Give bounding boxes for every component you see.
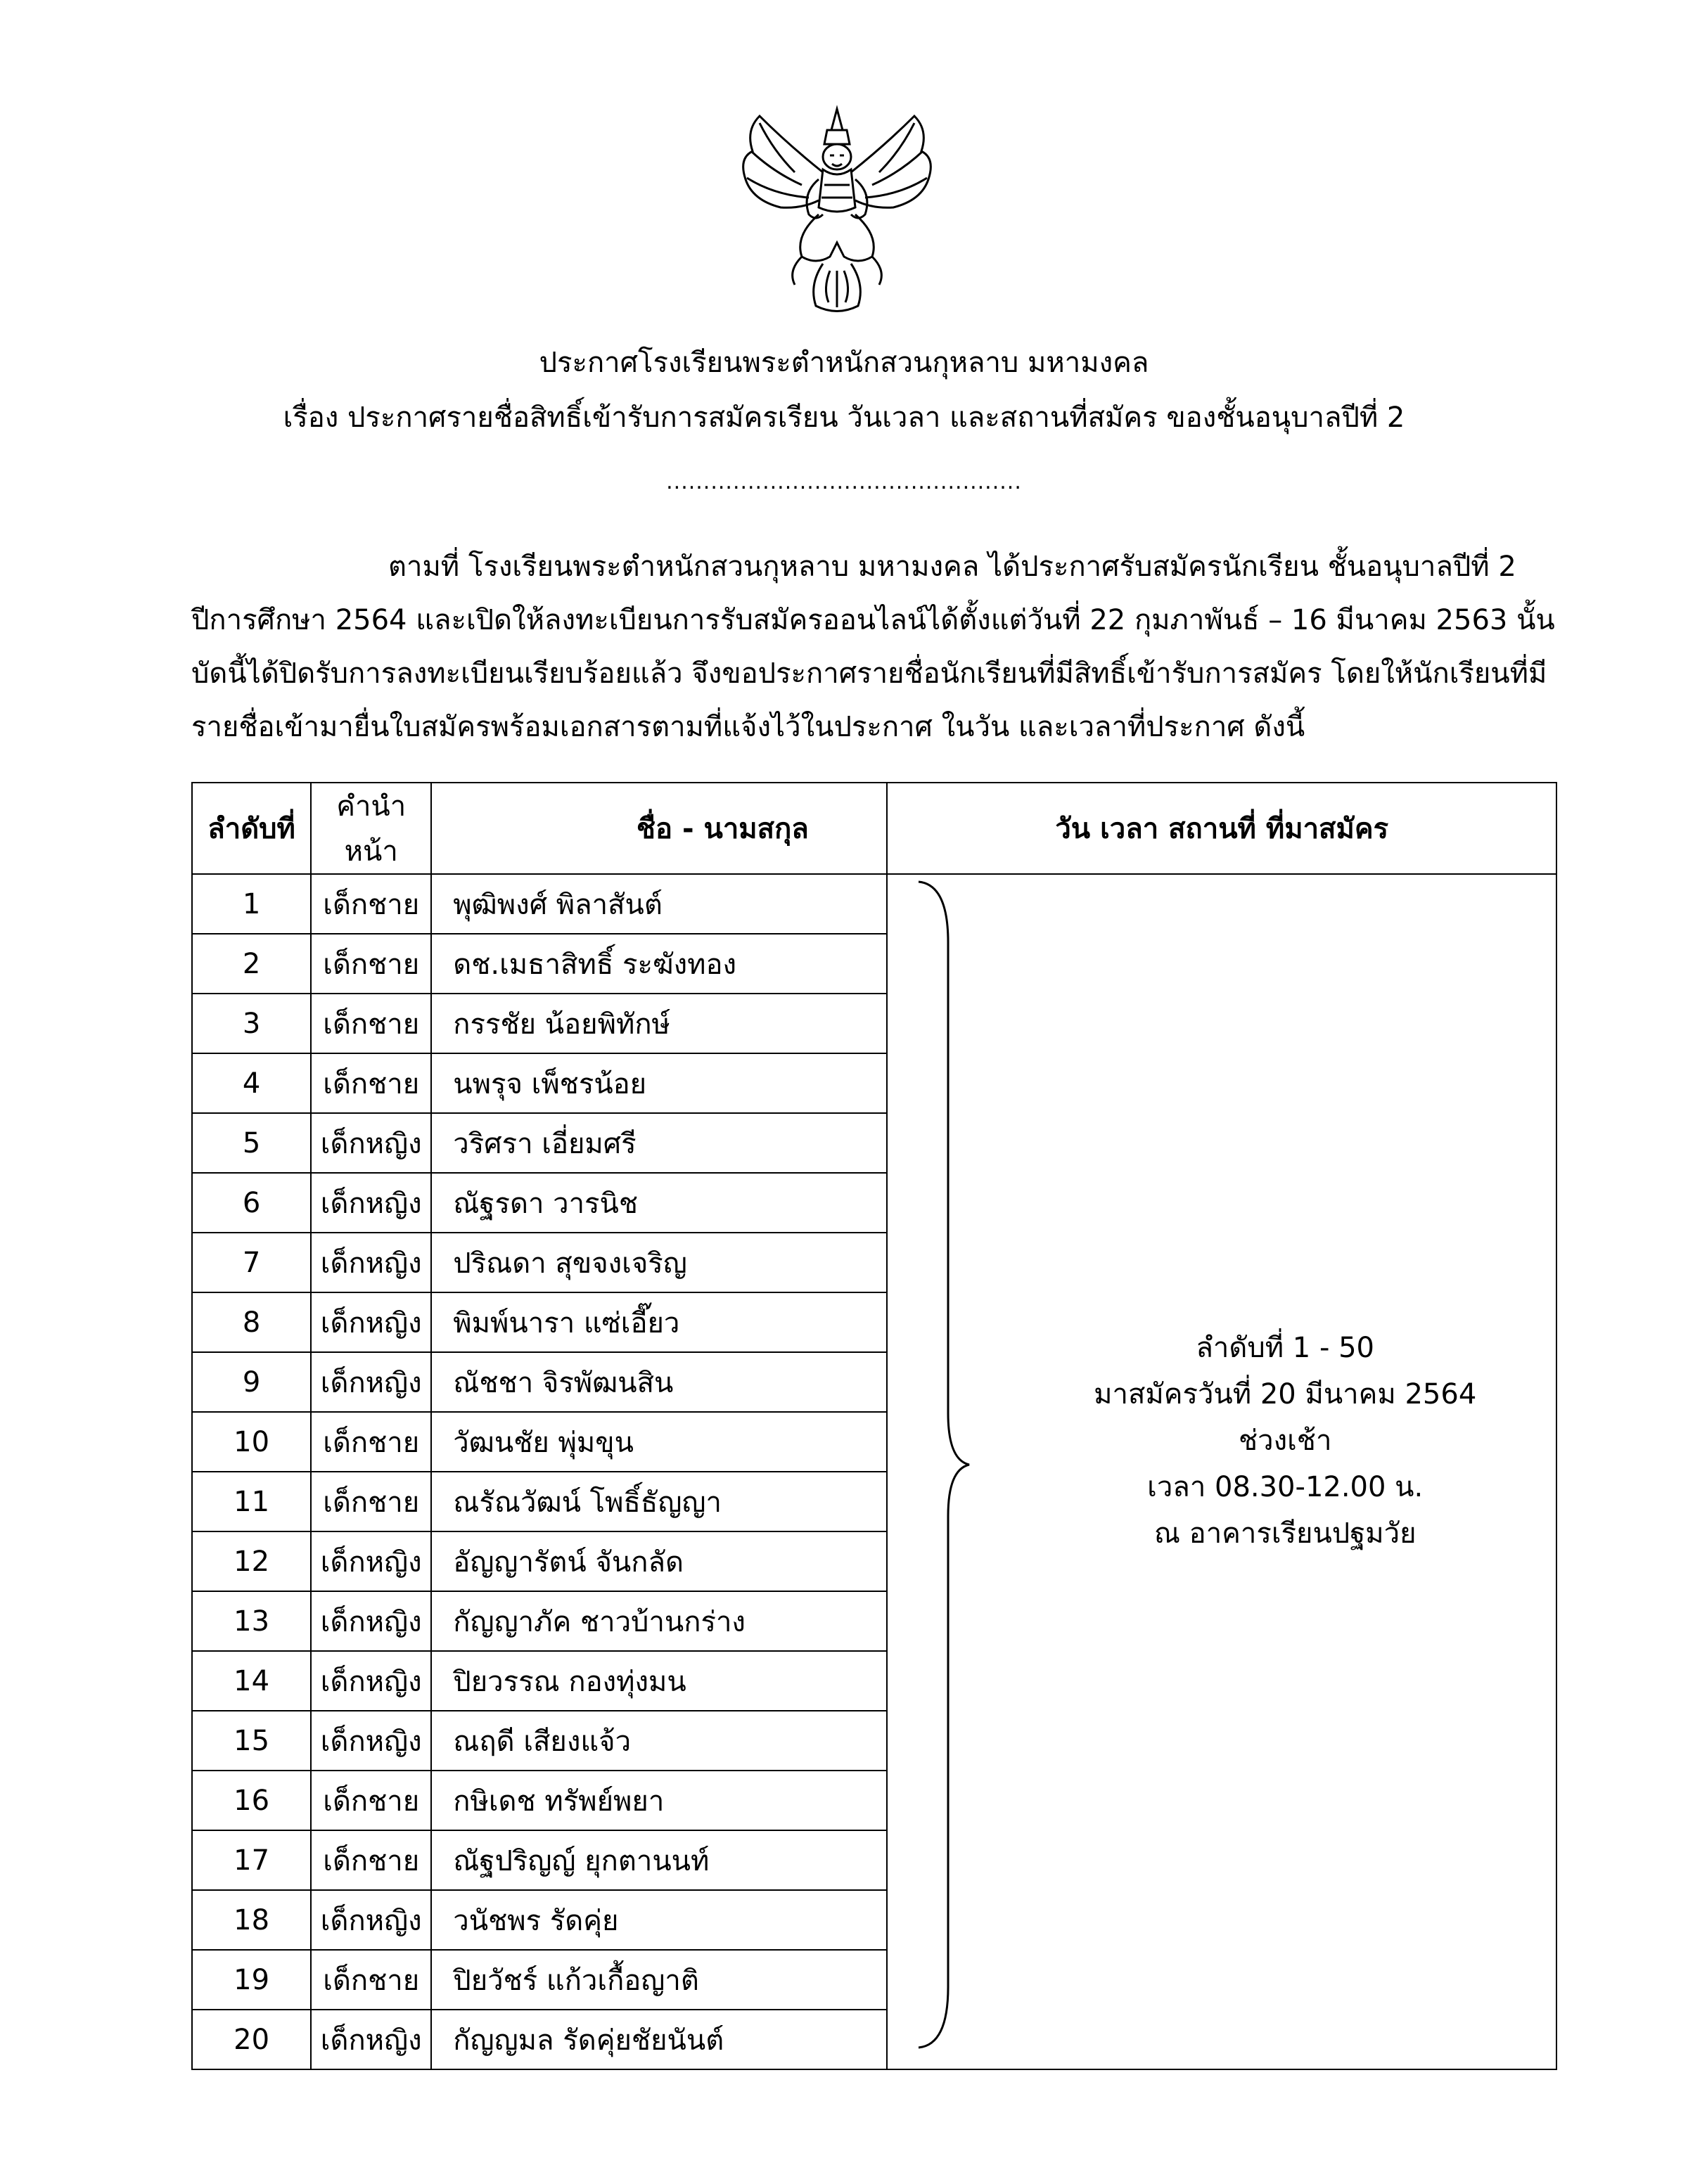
row-name: ดช.เมธาสิทธิ์ ระฆังทอง <box>431 934 887 994</box>
row-number: 13 <box>192 1591 311 1651</box>
header-name <box>431 783 887 874</box>
header-prefix: คำนำหน้า <box>311 783 431 874</box>
row-name: วนัชพร รัดคุ่ย <box>431 1890 887 1950</box>
row-number: 1 <box>192 874 311 934</box>
schedule-details <box>1021 1325 1549 1557</box>
row-prefix: เด็กหญิง <box>311 1352 431 1412</box>
table-row <box>192 874 1556 934</box>
row-prefix: เด็กหญิง <box>311 1591 431 1651</box>
row-name: ณฤดี เสียงแจ้ว <box>431 1711 887 1771</box>
row-name: กษิเดช ทรัพย์พยา <box>431 1771 887 1830</box>
schedule-time: เวลา 08.30-12.00 น. <box>1147 1471 1424 1503</box>
row-prefix: เด็กชาย <box>311 1830 431 1890</box>
row-name: นพรุจ เพ็ชรน้อย <box>431 1053 887 1113</box>
row-name: กัญญาภัค ชาวบ้านกร่าง <box>431 1591 887 1651</box>
row-number: 9 <box>192 1352 311 1412</box>
row-name: ปิยวรรณ กองทุ่งมน <box>431 1651 887 1711</box>
brace-icon <box>916 879 972 2050</box>
announcement-title: ประกาศโรงเรียนพระตำหนักสวนกุหลาบ มหามงคล <box>539 347 1149 379</box>
row-name: วริศรา เอี่ยมศรี <box>431 1113 887 1173</box>
row-name: ณัฐปริญญ์ ยุกตานนท์ <box>431 1830 887 1890</box>
row-number: 3 <box>192 994 311 1053</box>
row-name: ปิยวัชร์ แก้วเกื้อญาติ <box>431 1950 887 2010</box>
row-prefix: เด็กหญิง <box>311 1531 431 1591</box>
row-number: 11 <box>192 1472 311 1531</box>
row-name: ณรัณวัฒน์ โพธิ์ธัญญา <box>431 1472 887 1531</box>
row-name: กัญญมล รัดคุ่ยชัยนันต์ <box>431 2010 887 2069</box>
body-line: รายชื่อเข้ามายื่นใบสมัครพร้อมเอกสารตามที่แจ้งไว้ในประกาศ ในวัน และเวลาที่ประกาศ ดังนี้ <box>191 711 1305 743</box>
row-name: พุฒิพงศ์ พิลาสันต์ <box>431 874 887 934</box>
row-prefix: เด็กหญิง <box>311 1113 431 1173</box>
row-prefix: เด็กหญิง <box>311 1292 431 1352</box>
row-name: พิมพ์นารา แซ่เอี๊ยว <box>431 1292 887 1352</box>
row-number: 15 <box>192 1711 311 1771</box>
row-number: 20 <box>192 2010 311 2069</box>
row-prefix: เด็กชาย <box>311 1950 431 2010</box>
row-prefix: เด็กหญิง <box>311 1173 431 1233</box>
body-line: ตามที่ โรงเรียนพระตำหนักสวนกุหลาบ มหามงคล ได้ประกาศรับสมัครนักเรียน ชั้นอนุบาลปีที่ 2 <box>388 551 1516 583</box>
row-name: ณัชชา จิรพัฒนสิน <box>431 1352 887 1412</box>
row-number: 8 <box>192 1292 311 1352</box>
row-name: วัฒนชัย พุ่มขุน <box>431 1412 887 1472</box>
row-name: กรรชัย น้อยพิทักษ์ <box>431 994 887 1053</box>
row-number: 16 <box>192 1771 311 1830</box>
body-line: บัดนี้ได้ปิดรับการลงทะเบียนเรียบร้อยแล้ว จึงขอประกาศรายชื่อนักเรียนที่มีสิทธิ์เข้ารับการสมัคร โดยให้นักเรียนที่มี <box>191 657 1547 690</box>
row-number: 17 <box>192 1830 311 1890</box>
row-number: 10 <box>192 1412 311 1472</box>
row-number: 2 <box>192 934 311 994</box>
row-name: ณัฐรดา วารนิช <box>431 1173 887 1233</box>
row-number: 12 <box>192 1531 311 1591</box>
row-prefix: เด็กหญิง <box>311 1890 431 1950</box>
schedule-range: ลำดับที่ 1 - 50 <box>1196 1332 1375 1364</box>
row-number: 14 <box>192 1651 311 1711</box>
row-prefix: เด็กชาย <box>311 1053 431 1113</box>
announcement-body <box>191 540 1555 754</box>
row-prefix: เด็กหญิง <box>311 2010 431 2069</box>
row-number: 7 <box>192 1233 311 1292</box>
applicant-table <box>191 782 1557 2070</box>
body-line: ปีการศึกษา 2564 และเปิดให้ลงทะเบียนการรับสมัครออนไลน์ได้ตั้งแต่วันที่ 22 กุมภาพันธ์ – 16 มีนาคม 2563 นั้น <box>191 604 1555 636</box>
row-prefix: เด็กหญิง <box>311 1233 431 1292</box>
schedule-place: ณ อาคารเรียนปฐมวัย <box>1153 1517 1417 1550</box>
row-prefix: เด็กชาย <box>311 934 431 994</box>
row-prefix: เด็กชาย <box>311 1472 431 1531</box>
row-number: 18 <box>192 1890 311 1950</box>
row-number: 6 <box>192 1173 311 1233</box>
header-schedule: วัน เวลา สถานที่ ที่มาสมัคร <box>887 783 1556 874</box>
row-name: อัญญารัตน์ จันกลัด <box>431 1531 887 1591</box>
header-name-label: ชื่อ - นามสกุล <box>636 813 809 845</box>
row-prefix: เด็กชาย <box>311 1771 431 1830</box>
row-prefix: เด็กชาย <box>311 1412 431 1472</box>
title-separator: ................................................ <box>666 470 1022 494</box>
row-number: 5 <box>192 1113 311 1173</box>
row-prefix: เด็กหญิง <box>311 1651 431 1711</box>
row-prefix: เด็กชาย <box>311 874 431 934</box>
garuda-emblem <box>731 102 942 320</box>
row-number: 19 <box>192 1950 311 2010</box>
row-name: ปริณดา สุขจงเจริญ <box>431 1233 887 1292</box>
schedule-cell <box>887 874 1556 2069</box>
schedule-date: มาสมัครวันที่ 20 มีนาคม 2564 <box>1094 1378 1477 1411</box>
announcement-subject: เรื่อง ประกาศรายชื่อสิทธิ์เข้ารับการสมัครเรียน วันเวลา และสถานที่สมัคร ของชั้นอนุบาลปีที่ 2 <box>283 402 1405 434</box>
row-number: 4 <box>192 1053 311 1113</box>
row-prefix: เด็กหญิง <box>311 1711 431 1771</box>
schedule-period: ช่วงเช้า <box>1238 1425 1332 1457</box>
row-prefix: เด็กชาย <box>311 994 431 1053</box>
header-number: ลำดับที่ <box>192 783 311 874</box>
table-header-row <box>192 783 1556 874</box>
